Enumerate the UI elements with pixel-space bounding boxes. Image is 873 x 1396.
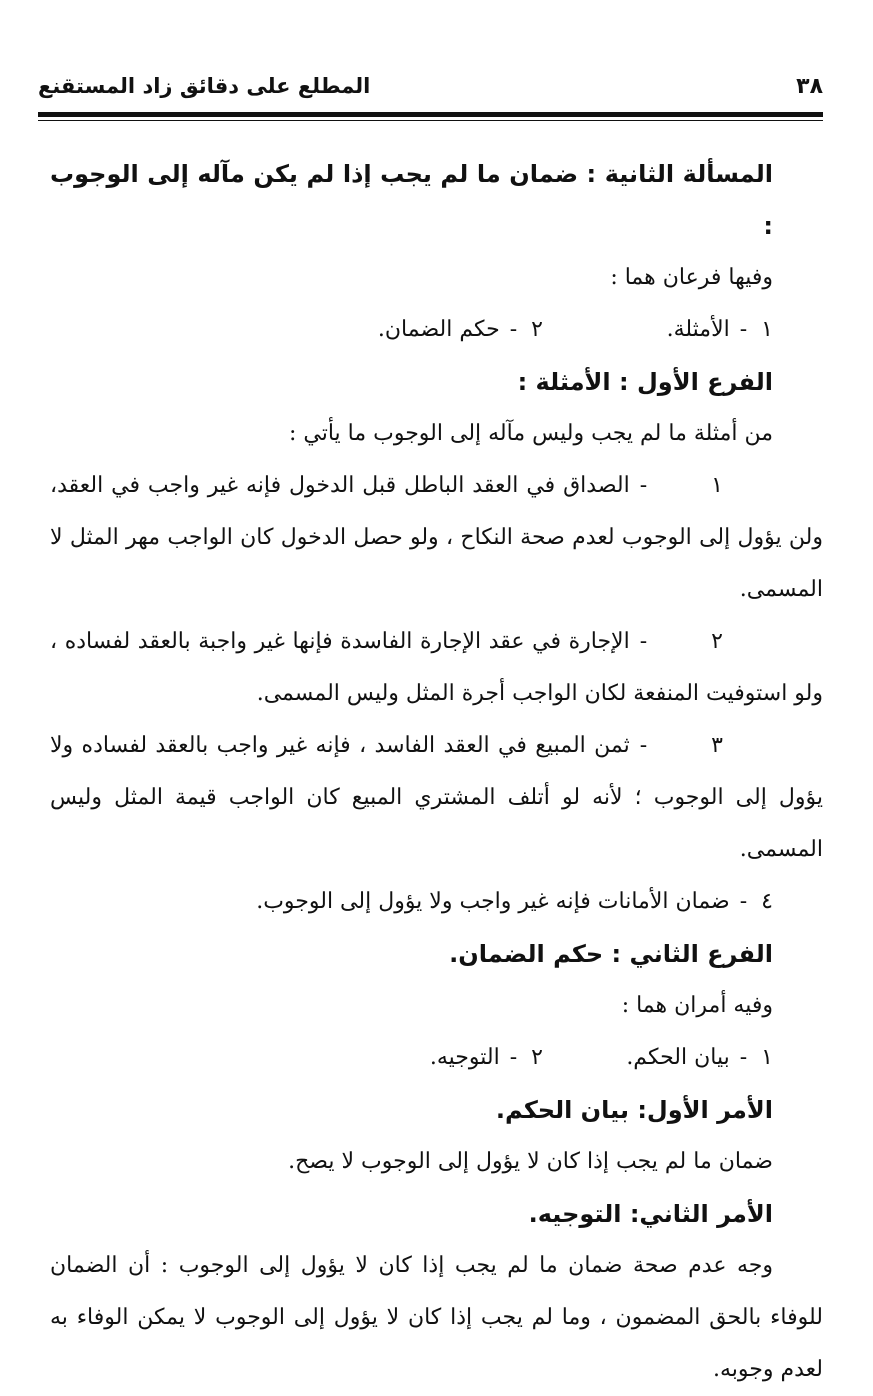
branch2-item-1-text: بيان الحكم. <box>626 1045 730 1070</box>
matter1-text: ضمان ما لم يجب إذا كان لا يؤول إلى الوجوب لا يصح. <box>288 1149 773 1174</box>
branch2-item-1 <box>543 1032 773 1084</box>
issue-items <box>50 304 773 356</box>
branch2-item-2-text: التوجيه. <box>429 1045 500 1070</box>
page-number: ٣٨ <box>796 74 823 99</box>
issue-item-2-number: ٢ <box>531 317 543 342</box>
branch1-heading: الفرع الأول : الأمثلة : <box>517 368 773 396</box>
header-rule-thin <box>38 120 823 121</box>
example-1-text: الصداق في العقد الباطل قبل الدخول فإنه غير واجب في العقد، ولن يؤول إلى الوجوب لعدم صحة النكاح ، ولو حصل الدخول كان الواجب مهر المثل لا المسمى. <box>50 473 823 602</box>
matter2-heading: الأمر الثاني: التوجيه. <box>528 1200 773 1228</box>
example-1 <box>50 460 823 616</box>
header-rule-thick <box>38 112 823 117</box>
example-4 <box>50 876 773 928</box>
issue-item-2-dash: - <box>509 317 518 342</box>
issue-item-2-text: حكم الضمان. <box>377 317 500 342</box>
matter1-heading: الأمر الأول: بيان الحكم. <box>495 1096 773 1124</box>
branch2-intro: وفيه أمران هما : <box>621 993 773 1018</box>
example-3 <box>50 720 823 876</box>
example-4-text: ضمان الأمانات فإنه غير واجب ولا يؤول إلى الوجوب. <box>256 889 730 914</box>
example-4-dash: - <box>739 889 748 914</box>
branch2-items <box>50 1032 773 1084</box>
example-2-text: الإجارة في عقد الإجارة الفاسدة فإنها غير واجبة بالعقد لفساده ، ولو استوفيت المنفعة لكان الواجب أجرة المثل وليس المسمى. <box>50 629 823 706</box>
example-3-number: ٣ <box>711 733 723 758</box>
issue-item-2 <box>303 304 543 356</box>
example-2 <box>50 616 823 720</box>
matter2-text: وجه عدم صحة ضمان ما لم يجب إذا كان لا يؤول إلى الوجوب : أن الضمان للوفاء بالحق المضمون ، وما لم يجب إذا كان لا يؤول إلى الوجوب لا يمكن الوفاء به لعدم وجوبه. <box>50 1253 823 1382</box>
branch2-item-1-dash: - <box>739 1045 748 1070</box>
issue-intro: وفيها فرعان هما : <box>610 265 773 290</box>
issue-item-1 <box>543 304 773 356</box>
example-1-number: ١ <box>711 473 723 498</box>
example-2-dash: - <box>639 629 648 654</box>
branch2-heading: الفرع الثاني : حكم الضمان. <box>449 940 773 968</box>
example-3-dash: - <box>639 733 648 758</box>
branch2-item-2-dash: - <box>509 1045 518 1070</box>
branch1-intro: من أمثلة ما لم يجب وليس مآله إلى الوجوب ما يأتي : <box>288 421 773 446</box>
example-4-number: ٤ <box>761 889 773 914</box>
example-3-text: ثمن المبيع في العقد الفاسد ، فإنه غير واجب بالعقد لفساده ولا يؤول إلى الوجوب ؛ لأنه لو أتلف المشتري المبيع كان الواجب قيمة المثل وليس المسمى. <box>50 733 823 862</box>
issue-item-1-text: الأمثلة. <box>666 317 730 342</box>
example-2-number: ٢ <box>711 629 723 654</box>
branch2-item-2-number: ٢ <box>531 1045 543 1070</box>
issue-item-1-dash: - <box>739 317 748 342</box>
page-header <box>38 70 823 110</box>
running-title: المطلع على دقائق زاد المستقنع <box>38 74 371 98</box>
branch2-item-1-number: ١ <box>761 1045 773 1070</box>
issue-heading: المسألة الثانية : ضمان ما لم يجب إذا لم يكن مآله إلى الوجوب : <box>50 160 773 240</box>
example-1-dash: - <box>639 473 648 498</box>
branch2-item-2 <box>303 1032 543 1084</box>
page-content <box>50 148 823 1396</box>
issue-item-1-number: ١ <box>761 317 773 342</box>
